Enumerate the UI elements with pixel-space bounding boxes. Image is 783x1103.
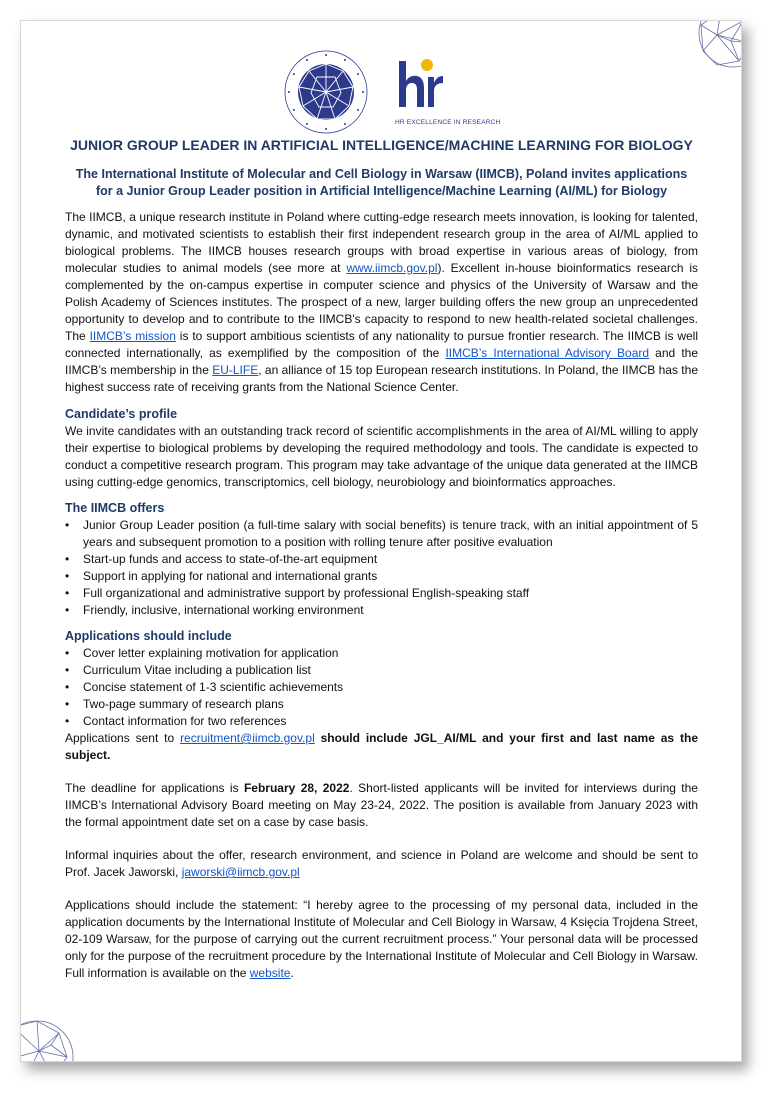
decorative-geodesic-corner-icon (671, 20, 742, 95)
subtitle-line-1: The International Institute of Molecular and Cell Biology in Warsaw (IIMCB), Poland invites applications (75, 167, 688, 181)
inquiries-paragraph (65, 847, 698, 881)
statement-text: Applications should include the statement: “I hereby agree to the processing of my personal data, included in the application documents by the International Institute of Molecular and Cell Biology in Warsaw, 4 Księcia Trojdena Street, 02-109 Warsaw, for the purpose of carrying out the current recruitment process.” Your personal data will be processed only for the purpose of the recruitment procedure by the International Institute of Molecular and Cell Biology in Warsaw. Full information is available on the (65, 898, 698, 980)
list-item: • Contact information for two references (65, 713, 698, 730)
document-body (65, 137, 698, 982)
subject-instruction: should include JGL_AI/ML and your first and last name as the subject (65, 731, 698, 762)
statement-end: . (290, 966, 294, 980)
document-page (20, 20, 742, 1062)
deadline-date: February 28, 2022 (243, 781, 350, 795)
list-item: • Curriculum Vitae including a publication list (65, 662, 698, 679)
iimcb-mission-link[interactable]: IIMCB’s mission (89, 329, 176, 343)
website-link[interactable]: website (249, 966, 291, 980)
subtitle-line-2: for a Junior Group Leader position in Artificial Intelligence/Machine Learning (AI/ML) for Biology (95, 184, 668, 198)
applications-sent-text: Applications sent to (65, 731, 181, 745)
hr-logo-caption: HR EXCELLENCE IN RESEARCH (395, 119, 501, 126)
intro-paragraph (65, 209, 698, 396)
applications-sent-paragraph (65, 730, 698, 764)
recruitment-email-link[interactable]: recruitment@iimcb.gov.pl (180, 731, 315, 745)
applications-list (65, 645, 698, 730)
list-item: • Junior Group Leader position (a full-time salary with social benefits) is tenure track, with an initial appointment of 5 years and subsequent promotion to a position with rolling tenure after positive evaluation (65, 517, 698, 551)
intro-text-1: The IIMCB, a unique research institute in Poland where cutting-edge research meets innovation, is looking for talented, dynamic, and motivated scientists to establish their first independent research group in the area of AI/ML applied to biological problems. The IIMCB houses research groups with broad expertise in various areas of biology, from molecular studies to animal models (see more at (65, 210, 698, 275)
decorative-geodesic-corner-icon (20, 999, 87, 1062)
subject-instruction-end: . (107, 748, 111, 762)
hr-excellence-logo (393, 57, 501, 137)
subtitle (65, 166, 698, 200)
intro-text-5: , an alliance of 15 top European research institutions. In Poland, the IIMCB has the highest success rate of receiving grants from the National Science Center. (65, 363, 698, 394)
hr-logo-icon (393, 57, 443, 113)
intro-text-2: ). Excellent in-house bioinformatics research is complemented by the on-campus expertise in computer science and physics of the University of Warsaw and the Polish Academy of Sciences institutes. The prospect of a new, larger building offers the new group an unprecedented opportunity to develop and to contribute to the IIMCB's capacity to respond to new health-related societal challenges. The (65, 261, 698, 343)
list-item: • Friendly, inclusive, international working environment (65, 602, 698, 619)
applications-heading: Applications should include (65, 629, 232, 643)
list-item: • Concise statement of 1-3 scientific achievements (65, 679, 698, 696)
offers-heading: The IIMCB offers (65, 501, 165, 515)
candidate-profile-heading: Candidate’s profile (65, 407, 178, 421)
intro-text-4: and the IIMCB’s membership in the (65, 346, 699, 377)
deadline-text-1: The deadline for applications is (65, 781, 244, 795)
list-item: • Full organizational and administrative support by professional English-speaking staff (65, 585, 698, 602)
page-title: JUNIOR GROUP LEADER IN ARTIFICIAL INTELLIGENCE/MACHINE LEARNING FOR BIOLOGY (70, 137, 693, 153)
statement-paragraph (65, 897, 698, 982)
eu-life-link[interactable]: EU-LIFE (212, 363, 259, 377)
list-item: • Two-page summary of research plans (65, 696, 698, 713)
candidate-profile-text: We invite candidates with an outstanding track record of scientific accomplishments in the area of AI/ML willing to apply their expertise to biological problems by developing the required methodology and tools. The candidate is expected to conduct a competitive research program. This program may take advantage of the unique data generated at the IIMCB using cutting-edge genomics, transcriptomics, cell biology, neurobiology and bioinformatics approaches. (65, 424, 698, 489)
list-item: • Support in applying for national and international grants (65, 568, 698, 585)
intro-text-3: is to support ambitious scientists of any nationality to pursue frontier research. The IIMCB is well connected internationally, as exemplified by the composition of the (65, 329, 698, 360)
deadline-paragraph (65, 780, 698, 831)
list-item: • Cover letter explaining motivation for application (65, 645, 698, 662)
advisory-board-link[interactable]: IIMCB’s International Advisory Board (445, 346, 650, 360)
deadline-text-2: . Short-listed applicants will be invited for interviews during the IIMCB’s International Advisory Board meeting on May 23-24, 2022. The position is available from January 2023 with the formal appointment date set on a case by case basis. (65, 781, 698, 829)
offers-list (65, 517, 698, 619)
list-item: • Start-up funds and access to state-of-the-art equipment (65, 551, 698, 568)
iimcb-website-link[interactable]: www.iimcb.gov.pl (346, 261, 438, 275)
iimcb-logo-icon (283, 49, 369, 135)
header-logos (283, 49, 513, 139)
inquiries-text: Informal inquiries about the offer, research environment, and science in Poland are welcome and should be sent to Prof. Jacek Jaworski, (65, 848, 698, 879)
jaworski-email-link[interactable]: jaworski@iimcb.gov.pl (181, 865, 300, 879)
